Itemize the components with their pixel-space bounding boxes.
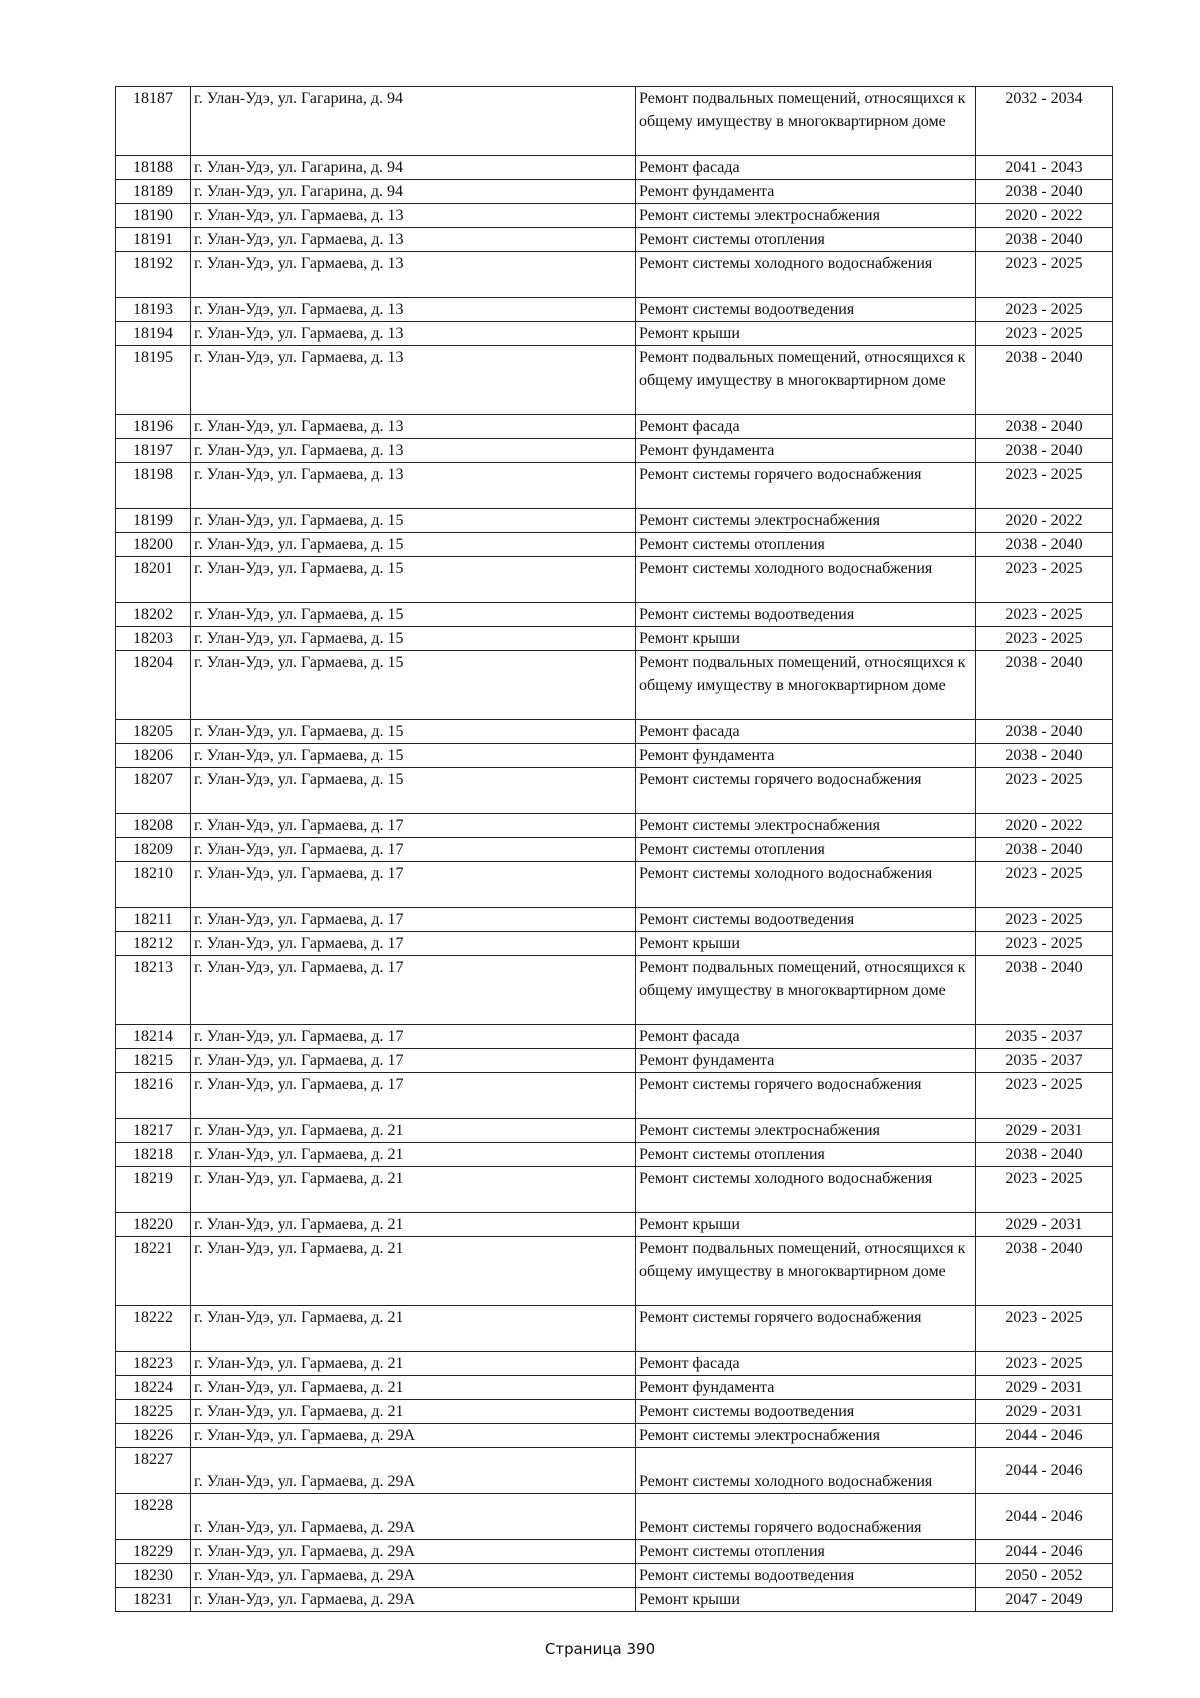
- table-row: [116, 1494, 1113, 1540]
- row-number-cell: 18207: [116, 768, 191, 814]
- address-cell: г. Улан-Удэ, ул. Гармаева, д. 21: [191, 1306, 636, 1352]
- address-cell: г. Улан-Удэ, ул. Гармаева, д. 13: [191, 439, 636, 463]
- period-cell: 2038 - 2040: [976, 180, 1113, 204]
- table-row: [116, 322, 1113, 346]
- work-type-cell: Ремонт системы электроснабжения: [636, 1424, 976, 1448]
- row-number-cell: 18228: [116, 1494, 191, 1540]
- row-number-cell: 18225: [116, 1400, 191, 1424]
- table-row: [116, 180, 1113, 204]
- period-cell: 2038 - 2040: [976, 1143, 1113, 1167]
- address-cell: г. Улан-Удэ, ул. Гармаева, д. 13: [191, 463, 636, 509]
- table-row: [116, 814, 1113, 838]
- row-number-cell: 18195: [116, 346, 191, 415]
- period-cell: 2020 - 2022: [976, 509, 1113, 533]
- row-number-cell: 18229: [116, 1540, 191, 1564]
- work-type-cell: Ремонт крыши: [636, 322, 976, 346]
- period-cell: 2023 - 2025: [976, 1073, 1113, 1119]
- table-row: [116, 908, 1113, 932]
- table-body: [116, 87, 1113, 1612]
- work-type-cell: Ремонт системы водоотведения: [636, 298, 976, 322]
- row-number-cell: 18194: [116, 322, 191, 346]
- table-row: [116, 1540, 1113, 1564]
- address-cell: г. Улан-Удэ, ул. Гармаева, д. 29А: [191, 1424, 636, 1448]
- address-cell: г. Улан-Удэ, ул. Гармаева, д. 15: [191, 651, 636, 720]
- table-row: [116, 862, 1113, 908]
- period-cell: 2029 - 2031: [976, 1119, 1113, 1143]
- period-cell: 2020 - 2022: [976, 814, 1113, 838]
- table-row: [116, 603, 1113, 627]
- work-type-cell: Ремонт фундамента: [636, 180, 976, 204]
- address-cell: г. Улан-Удэ, ул. Гармаева, д. 29А: [191, 1564, 636, 1588]
- period-cell: 2038 - 2040: [976, 956, 1113, 1025]
- address-cell: г. Улан-Удэ, ул. Гармаева, д. 15: [191, 768, 636, 814]
- table-row: [116, 768, 1113, 814]
- row-number-cell: 18230: [116, 1564, 191, 1588]
- work-type-cell: Ремонт системы холодного водоснабжения: [636, 252, 976, 298]
- period-cell: 2038 - 2040: [976, 720, 1113, 744]
- period-cell: 2050 - 2052: [976, 1564, 1113, 1588]
- period-cell: 2023 - 2025: [976, 1306, 1113, 1352]
- work-type-cell: Ремонт фундамента: [636, 439, 976, 463]
- period-cell: 2023 - 2025: [976, 932, 1113, 956]
- work-type-cell: Ремонт фундамента: [636, 1376, 976, 1400]
- work-type-cell: Ремонт подвальных помещений, относящихся к общему имуществу в многоквартирном доме: [636, 1237, 976, 1306]
- work-type-cell: Ремонт системы отопления: [636, 533, 976, 557]
- period-cell: 2029 - 2031: [976, 1213, 1113, 1237]
- address-cell: г. Улан-Удэ, ул. Гармаева, д. 15: [191, 720, 636, 744]
- work-type-cell: Ремонт подвальных помещений, относящихся к общему имуществу в многоквартирном доме: [636, 651, 976, 720]
- period-cell: 2023 - 2025: [976, 1167, 1113, 1213]
- work-type-cell: Ремонт крыши: [636, 627, 976, 651]
- row-number-cell: 18223: [116, 1352, 191, 1376]
- table-row: [116, 1376, 1113, 1400]
- period-cell: 2023 - 2025: [976, 322, 1113, 346]
- address-cell: г. Улан-Удэ, ул. Гагарина, д. 94: [191, 87, 636, 156]
- period-cell: 2038 - 2040: [976, 439, 1113, 463]
- address-cell: г. Улан-Удэ, ул. Гармаева, д. 17: [191, 838, 636, 862]
- period-cell: 2035 - 2037: [976, 1025, 1113, 1049]
- address-cell: г. Улан-Удэ, ул. Гармаева, д. 13: [191, 228, 636, 252]
- row-number-cell: 18200: [116, 533, 191, 557]
- period-cell: 2023 - 2025: [976, 603, 1113, 627]
- table-row: [116, 252, 1113, 298]
- address-cell: г. Улан-Удэ, ул. Гармаева, д. 13: [191, 415, 636, 439]
- address-cell: г. Улан-Удэ, ул. Гармаева, д. 21: [191, 1143, 636, 1167]
- page-number: Страница 390: [544, 1640, 656, 1658]
- work-type-cell: Ремонт системы холодного водоснабжения: [636, 862, 976, 908]
- work-type-cell: Ремонт системы отопления: [636, 838, 976, 862]
- period-cell: 2023 - 2025: [976, 298, 1113, 322]
- table-row: [116, 1167, 1113, 1213]
- period-cell: 2023 - 2025: [976, 1352, 1113, 1376]
- table-row: [116, 156, 1113, 180]
- table-row: [116, 1588, 1113, 1612]
- address-cell: г. Улан-Удэ, ул. Гармаева, д. 17: [191, 1049, 636, 1073]
- work-type-cell: Ремонт системы электроснабжения: [636, 509, 976, 533]
- period-cell: 2023 - 2025: [976, 252, 1113, 298]
- row-number-cell: 18222: [116, 1306, 191, 1352]
- table-row: [116, 87, 1113, 156]
- row-number-cell: 18204: [116, 651, 191, 720]
- period-cell: 2023 - 2025: [976, 768, 1113, 814]
- row-number-cell: 18214: [116, 1025, 191, 1049]
- work-type-cell: Ремонт системы холодного водоснабжения: [636, 1448, 976, 1494]
- row-number-cell: 18224: [116, 1376, 191, 1400]
- period-cell: 2032 - 2034: [976, 87, 1113, 156]
- table-row: [116, 228, 1113, 252]
- work-type-cell: Ремонт фасада: [636, 720, 976, 744]
- period-cell: 2038 - 2040: [976, 533, 1113, 557]
- row-number-cell: 18209: [116, 838, 191, 862]
- address-cell: г. Улан-Удэ, ул. Гармаева, д. 17: [191, 956, 636, 1025]
- period-cell: 2038 - 2040: [976, 346, 1113, 415]
- table-row: [116, 204, 1113, 228]
- work-type-cell: Ремонт системы горячего водоснабжения: [636, 1073, 976, 1119]
- row-number-cell: 18216: [116, 1073, 191, 1119]
- row-number-cell: 18218: [116, 1143, 191, 1167]
- period-cell: 2029 - 2031: [976, 1376, 1113, 1400]
- period-cell: 2038 - 2040: [976, 838, 1113, 862]
- work-type-cell: Ремонт фундамента: [636, 1049, 976, 1073]
- table-row: [116, 956, 1113, 1025]
- address-cell: г. Улан-Удэ, ул. Гармаева, д. 17: [191, 932, 636, 956]
- address-cell: г. Улан-Удэ, ул. Гармаева, д. 13: [191, 252, 636, 298]
- table-row: [116, 509, 1113, 533]
- work-type-cell: Ремонт фасада: [636, 1352, 976, 1376]
- period-cell: 2038 - 2040: [976, 228, 1113, 252]
- row-number-cell: 18190: [116, 204, 191, 228]
- row-number-cell: 18212: [116, 932, 191, 956]
- row-number-cell: 18205: [116, 720, 191, 744]
- address-cell: г. Улан-Удэ, ул. Гармаева, д. 13: [191, 346, 636, 415]
- row-number-cell: 18219: [116, 1167, 191, 1213]
- row-number-cell: 18202: [116, 603, 191, 627]
- work-type-cell: Ремонт системы электроснабжения: [636, 204, 976, 228]
- address-cell: г. Улан-Удэ, ул. Гармаева, д. 21: [191, 1400, 636, 1424]
- table-row: [116, 627, 1113, 651]
- period-cell: 2041 - 2043: [976, 156, 1113, 180]
- table-row: [116, 720, 1113, 744]
- row-number-cell: 18201: [116, 557, 191, 603]
- address-cell: г. Улан-Удэ, ул. Гармаева, д. 15: [191, 627, 636, 651]
- period-cell: 2047 - 2049: [976, 1588, 1113, 1612]
- table-row: [116, 557, 1113, 603]
- address-cell: г. Улан-Удэ, ул. Гармаева, д. 13: [191, 298, 636, 322]
- row-number-cell: 18191: [116, 228, 191, 252]
- table-row: [116, 1213, 1113, 1237]
- table-row: [116, 932, 1113, 956]
- table-row: [116, 298, 1113, 322]
- table-row: [116, 346, 1113, 415]
- work-type-cell: Ремонт фасада: [636, 156, 976, 180]
- work-type-cell: Ремонт системы горячего водоснабжения: [636, 1494, 976, 1540]
- address-cell: г. Улан-Удэ, ул. Гармаева, д. 15: [191, 744, 636, 768]
- address-cell: г. Улан-Удэ, ул. Гармаева, д. 17: [191, 908, 636, 932]
- period-cell: 2023 - 2025: [976, 627, 1113, 651]
- period-cell: 2044 - 2046: [976, 1424, 1113, 1448]
- table-row: [116, 463, 1113, 509]
- period-cell: 2023 - 2025: [976, 557, 1113, 603]
- period-cell: 2038 - 2040: [976, 651, 1113, 720]
- period-cell: 2044 - 2046: [976, 1494, 1113, 1540]
- row-number-cell: 18227: [116, 1448, 191, 1494]
- row-number-cell: 18221: [116, 1237, 191, 1306]
- row-number-cell: 18215: [116, 1049, 191, 1073]
- work-type-cell: Ремонт системы электроснабжения: [636, 1119, 976, 1143]
- address-cell: г. Улан-Удэ, ул. Гармаева, д. 17: [191, 862, 636, 908]
- table-row: [116, 1025, 1113, 1049]
- address-cell: г. Улан-Удэ, ул. Гармаева, д. 17: [191, 1073, 636, 1119]
- work-type-cell: Ремонт крыши: [636, 932, 976, 956]
- work-type-cell: Ремонт системы электроснабжения: [636, 814, 976, 838]
- period-cell: 2044 - 2046: [976, 1540, 1113, 1564]
- address-cell: г. Улан-Удэ, ул. Гармаева, д. 21: [191, 1213, 636, 1237]
- row-number-cell: 18217: [116, 1119, 191, 1143]
- work-type-cell: Ремонт системы отопления: [636, 1143, 976, 1167]
- address-cell: г. Улан-Удэ, ул. Гармаева, д. 21: [191, 1376, 636, 1400]
- period-cell: 2044 - 2046: [976, 1448, 1113, 1494]
- work-type-cell: Ремонт системы водоотведения: [636, 908, 976, 932]
- row-number-cell: 18213: [116, 956, 191, 1025]
- address-cell: г. Улан-Удэ, ул. Гармаева, д. 17: [191, 1025, 636, 1049]
- address-cell: г. Улан-Удэ, ул. Гармаева, д. 17: [191, 814, 636, 838]
- period-cell: 2038 - 2040: [976, 1237, 1113, 1306]
- work-type-cell: Ремонт крыши: [636, 1588, 976, 1612]
- row-number-cell: 18189: [116, 180, 191, 204]
- table-row: [116, 1119, 1113, 1143]
- address-cell: г. Улан-Удэ, ул. Гармаева, д. 13: [191, 322, 636, 346]
- period-cell: 2023 - 2025: [976, 862, 1113, 908]
- work-type-cell: Ремонт фасада: [636, 415, 976, 439]
- row-number-cell: 18192: [116, 252, 191, 298]
- address-cell: г. Улан-Удэ, ул. Гармаева, д. 13: [191, 204, 636, 228]
- row-number-cell: 18197: [116, 439, 191, 463]
- address-cell: г. Улан-Удэ, ул. Гармаева, д. 21: [191, 1119, 636, 1143]
- table-row: [116, 1237, 1113, 1306]
- address-cell: г. Улан-Удэ, ул. Гармаева, д. 21: [191, 1167, 636, 1213]
- table-row: [116, 651, 1113, 720]
- row-number-cell: 18193: [116, 298, 191, 322]
- row-number-cell: 18203: [116, 627, 191, 651]
- work-type-cell: Ремонт фасада: [636, 1025, 976, 1049]
- row-number-cell: 18198: [116, 463, 191, 509]
- address-cell: г. Улан-Удэ, ул. Гагарина, д. 94: [191, 180, 636, 204]
- row-number-cell: 18199: [116, 509, 191, 533]
- work-type-cell: Ремонт системы водоотведения: [636, 1564, 976, 1588]
- table-row: [116, 1424, 1113, 1448]
- address-cell: г. Улан-Удэ, ул. Гармаева, д. 15: [191, 533, 636, 557]
- work-type-cell: Ремонт крыши: [636, 1213, 976, 1237]
- table-row: [116, 439, 1113, 463]
- work-type-cell: Ремонт системы водоотведения: [636, 1400, 976, 1424]
- address-cell: г. Улан-Удэ, ул. Гармаева, д. 29А: [191, 1494, 636, 1540]
- work-type-cell: Ремонт подвальных помещений, относящихся к общему имуществу в многоквартирном доме: [636, 956, 976, 1025]
- address-cell: г. Улан-Удэ, ул. Гармаева, д. 15: [191, 603, 636, 627]
- row-number-cell: 18187: [116, 87, 191, 156]
- repair-schedule-table: [115, 86, 1113, 1612]
- address-cell: г. Улан-Удэ, ул. Гармаева, д. 29А: [191, 1448, 636, 1494]
- address-cell: г. Улан-Удэ, ул. Гармаева, д. 29А: [191, 1588, 636, 1612]
- work-type-cell: Ремонт системы горячего водоснабжения: [636, 1306, 976, 1352]
- address-cell: г. Улан-Удэ, ул. Гармаева, д. 15: [191, 509, 636, 533]
- address-cell: г. Улан-Удэ, ул. Гармаева, д. 29А: [191, 1540, 636, 1564]
- work-type-cell: Ремонт фундамента: [636, 744, 976, 768]
- work-type-cell: Ремонт подвальных помещений, относящихся к общему имуществу в многоквартирном доме: [636, 87, 976, 156]
- table-row: [116, 744, 1113, 768]
- address-cell: г. Улан-Удэ, ул. Гармаева, д. 21: [191, 1237, 636, 1306]
- work-type-cell: Ремонт системы горячего водоснабжения: [636, 463, 976, 509]
- period-cell: 2023 - 2025: [976, 908, 1113, 932]
- table-row: [116, 1400, 1113, 1424]
- work-type-cell: Ремонт системы отопления: [636, 228, 976, 252]
- table-row: [116, 1073, 1113, 1119]
- period-cell: 2038 - 2040: [976, 744, 1113, 768]
- period-cell: 2035 - 2037: [976, 1049, 1113, 1073]
- period-cell: 2038 - 2040: [976, 415, 1113, 439]
- table-row: [116, 533, 1113, 557]
- work-type-cell: Ремонт системы отопления: [636, 1540, 976, 1564]
- row-number-cell: 18226: [116, 1424, 191, 1448]
- period-cell: 2023 - 2025: [976, 463, 1113, 509]
- address-cell: г. Улан-Удэ, ул. Гармаева, д. 15: [191, 557, 636, 603]
- period-cell: 2020 - 2022: [976, 204, 1113, 228]
- row-number-cell: 18231: [116, 1588, 191, 1612]
- row-number-cell: 18206: [116, 744, 191, 768]
- work-type-cell: Ремонт системы холодного водоснабжения: [636, 557, 976, 603]
- row-number-cell: 18208: [116, 814, 191, 838]
- table-row: [116, 1049, 1113, 1073]
- table-row: [116, 1143, 1113, 1167]
- table-row: [116, 838, 1113, 862]
- work-type-cell: Ремонт подвальных помещений, относящихся к общему имуществу в многоквартирном доме: [636, 346, 976, 415]
- row-number-cell: 18211: [116, 908, 191, 932]
- row-number-cell: 18220: [116, 1213, 191, 1237]
- table-row: [116, 1352, 1113, 1376]
- address-cell: г. Улан-Удэ, ул. Гармаева, д. 21: [191, 1352, 636, 1376]
- row-number-cell: 18188: [116, 156, 191, 180]
- period-cell: 2029 - 2031: [976, 1400, 1113, 1424]
- row-number-cell: 18210: [116, 862, 191, 908]
- table-row: [116, 1564, 1113, 1588]
- table-row: [116, 415, 1113, 439]
- table-row: [116, 1448, 1113, 1494]
- address-cell: г. Улан-Удэ, ул. Гагарина, д. 94: [191, 156, 636, 180]
- work-type-cell: Ремонт системы водоотведения: [636, 603, 976, 627]
- work-type-cell: Ремонт системы горячего водоснабжения: [636, 768, 976, 814]
- row-number-cell: 18196: [116, 415, 191, 439]
- table-row: [116, 1306, 1113, 1352]
- work-type-cell: Ремонт системы холодного водоснабжения: [636, 1167, 976, 1213]
